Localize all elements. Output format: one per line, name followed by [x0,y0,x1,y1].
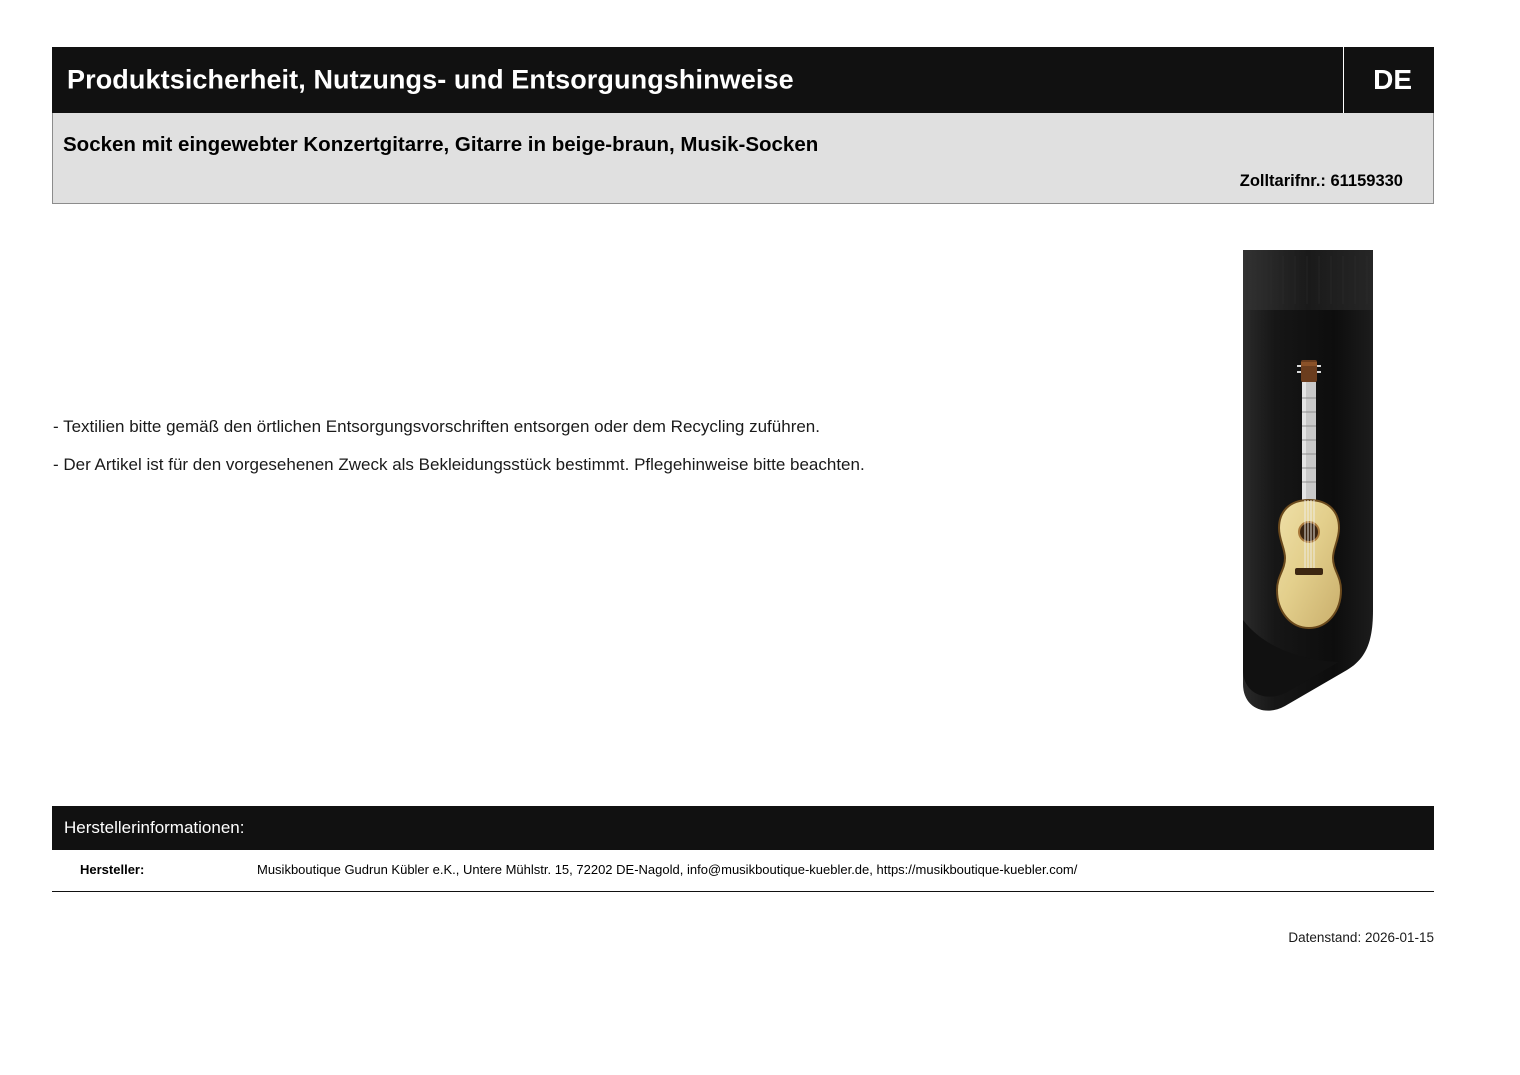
manufacturer-row [52,850,1434,892]
note-line-1: - Textilien bitte gemäß den örtlichen Entsorgungsvorschriften entsorgen oder dem Recycling zuführen. [53,417,820,436]
disposal-notes [53,408,1113,484]
manufacturer-section-header [52,806,1434,850]
note-line-2: - Der Artikel ist für den vorgesehenen Zweck als Bekleidungsstück bestimmt. Pflegehinweise bitte beachten. [53,455,865,474]
manufacturer-section-label: Herstellerinformationen: [64,818,245,837]
tariff-number: Zolltarifnr.: 61159330 [1239,172,1403,190]
page-title: Produktsicherheit, Nutzungs- und Entsorgungshinweise [67,64,794,95]
product-image [1185,240,1435,720]
header-divider [1343,47,1344,113]
manufacturer-value: Musikboutique Gudrun Kübler e.K., Untere Mühlstr. 15, 72202 DE-Nagold, info@musikboutique-kuebler.de, https://musikboutique-kuebler.com/ [257,862,1078,877]
language-badge: DE [1373,64,1412,95]
header-bar [52,47,1434,113]
manufacturer-key: Hersteller: [80,862,145,877]
product-name: Socken mit eingewebter Konzertgitarre, Gitarre in beige-braun, Musik-Socken [63,133,819,156]
product-subtitle-bar [52,113,1434,204]
datestamp: Datenstand: 2026-01-15 [1288,930,1434,945]
